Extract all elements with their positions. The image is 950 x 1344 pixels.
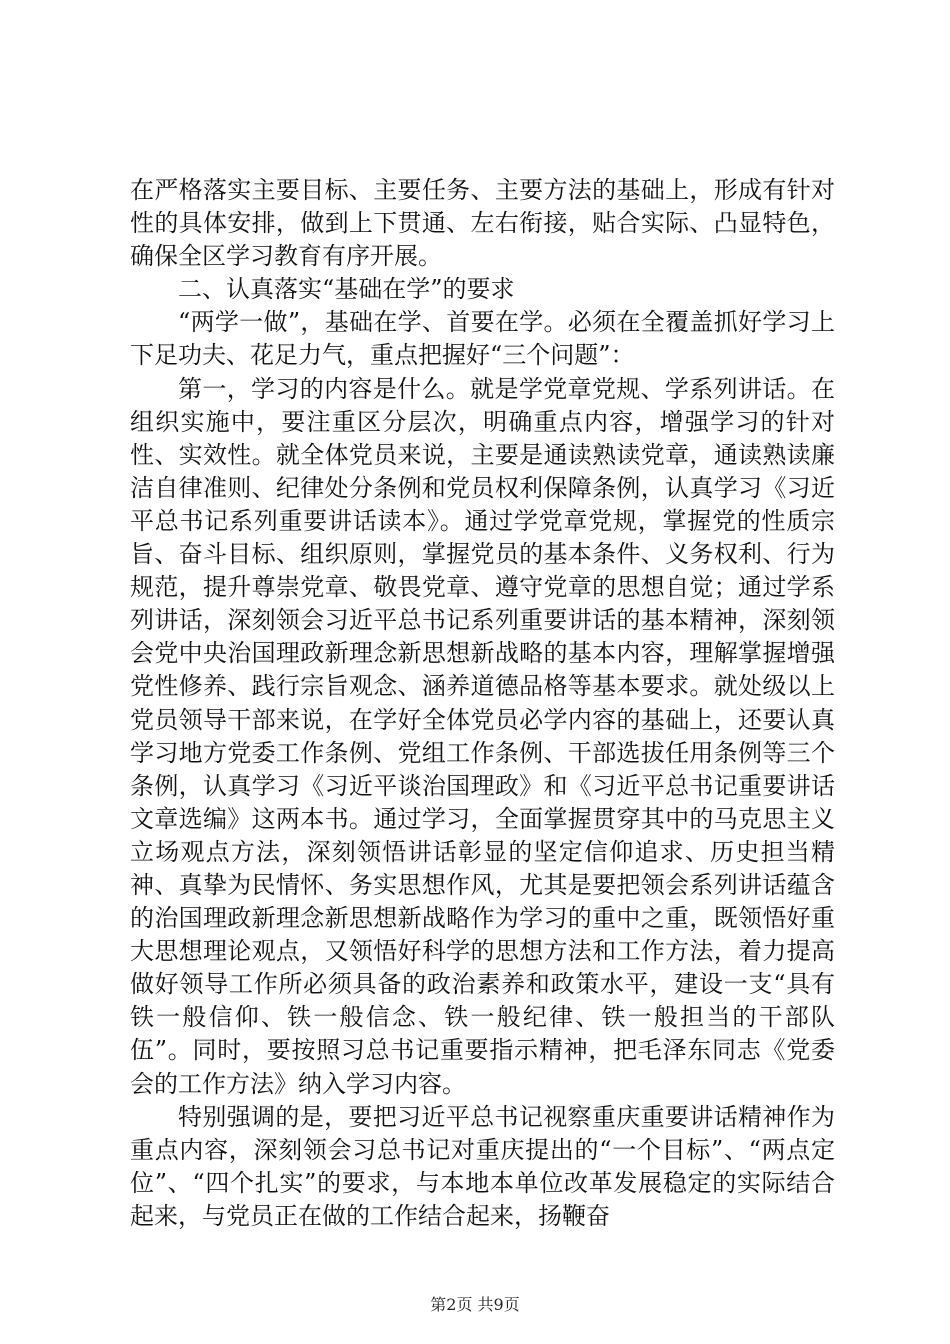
paragraph-emphasis: 特别强调的是，要把习近平总书记视察重庆重要讲话精神作为重点内容，深刻领会习总书记对重庆提出的“一个目标”、“两点定位”、“四个扎实”的要求，与本地本单位改革发展稳定的实际结合起来，与党员正在做的工作结合起来，扬鞭奋 bbox=[130, 1102, 835, 1230]
section-heading: 二、认真落实“基础在学”的要求 bbox=[178, 275, 515, 304]
page-number-footer: 第2页 共9页 bbox=[430, 1295, 520, 1314]
document-body bbox=[130, 174, 835, 1233]
paragraph-intro: “两学一做”，基础在学、首要在学。必须在全覆盖抓好学习上下足功夫、花足力气，重点把握好“三个问题”： bbox=[130, 308, 835, 370]
paragraph-first-point: 第一，学习的内容是什么。就是学党章党规、学系列讲话。在组织实施中，要注重区分层次，明确重点内容，增强学习的针对性、实效性。就全体党员来说，主要是通读熟读党章，通读熟读廉洁自律准则、纪律处分条例和党员权利保障条例，认真学习《习近平总书记系列重要讲话读本》。通过学党章党规，掌握党的性质宗旨、奋斗目标、组织原则，掌握党员的基本条件、义务权利、行为规范，提升尊崇党章、敬畏党章、遵守党章的思想自觉；通过学系列讲话，深刻领会习近平总书记系列重要讲话的基本精神，深刻领会党中央治国理政新理念新思想新战略的基本内容，理解掌握增强党性修养、践行宗旨观念、涵养道德品格等基本要求。就处级以上党员领导干部来说，在学好全体党员必学内容的基础上，还要认真学习地方党委工作条例、党组工作条例、干部选拔任用条例等三个条例，认真学习《习近平谈治国理政》和《习近平总书记重要讲话文章选编》这两本书。通过学习，全面掌握贯穿其中的马克思主义立场观点方法，深刻领悟讲话彰显的坚定信仰追求、历史担当精神、真挚为民情怀、务实思想作风，尤其是要把领会系列讲话蕴含的治国理政新理念新思想新战略作为学习的重中之重，既领悟好重大思想理论观点，又领悟好科学的思想方法和工作方法，着力提高做好领导工作所必须具备的政治素养和政策水平，建设一支“具有铁一般信仰、铁一般信念、铁一般纪律、铁一般担当的干部队伍”。同时，要按照习总书记重要指示精神，把毛泽东同志《党委会的工作方法》纳入学习内容。 bbox=[130, 374, 835, 1098]
paragraph-continuation: 在严格落实主要目标、主要任务、主要方法的基础上，形成有针对性的具体安排，做到上下贯通、左右衔接，贴合实际、凸显特色，确保全区学习教育有序开展。 bbox=[130, 176, 835, 271]
